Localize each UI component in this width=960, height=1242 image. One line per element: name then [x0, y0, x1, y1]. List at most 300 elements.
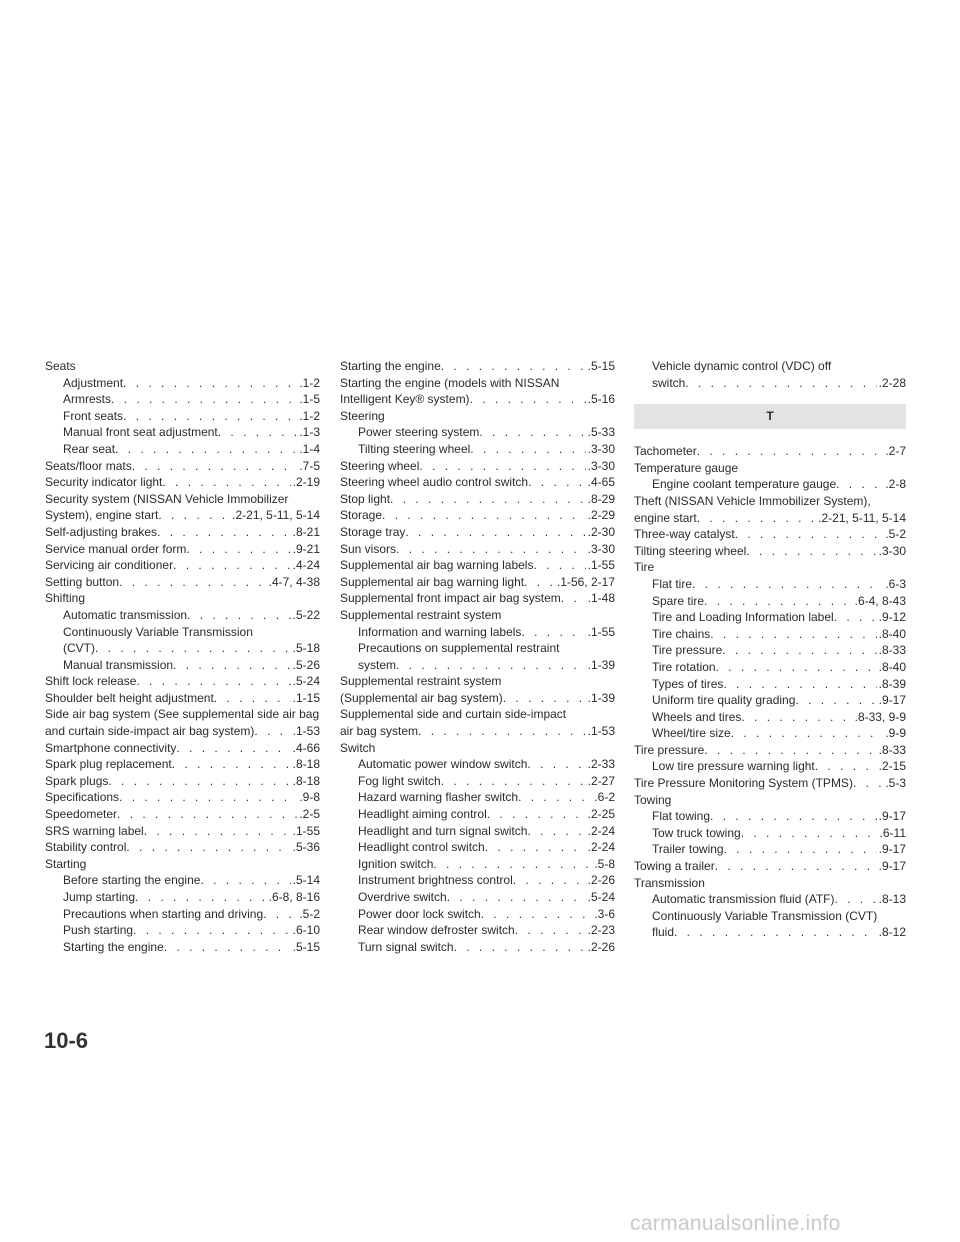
index-entry-term: Jump starting: [63, 890, 136, 904]
index-entry-pages: .8-13: [878, 892, 906, 907]
index-entry-pages: .2-33: [587, 757, 615, 772]
dot-leader: [454, 939, 586, 956]
index-entry-term: Seats/floor mats: [45, 458, 132, 473]
index-entry-pages: .2-29: [587, 508, 615, 523]
dot-leader: [470, 391, 586, 408]
dot-leader: [741, 825, 878, 842]
dot-leader: [176, 740, 290, 757]
index-entry-pages: .6-4, 8-43: [854, 593, 906, 608]
dot-leader: [396, 657, 586, 674]
dot-leader: [123, 408, 297, 425]
dot-leader: [528, 474, 586, 491]
dot-leader: [715, 858, 877, 875]
index-entry-term: Ignition switch: [358, 856, 434, 871]
index-entry-pages: .5-8: [594, 856, 615, 871]
index-entry: [340, 541, 615, 558]
index-entry: [634, 725, 906, 742]
dot-leader: [741, 709, 852, 726]
index-entry: [45, 574, 320, 591]
index-entry-pages: .5-3: [885, 776, 906, 791]
index-column-3-top: [634, 358, 906, 391]
index-entry-pages: .2-26: [587, 939, 615, 954]
index-entry-term: fluid: [652, 925, 675, 940]
dot-leader: [418, 723, 586, 740]
index-entry-term: Types of tires: [652, 676, 724, 691]
dot-leader: [527, 756, 585, 773]
watermark: carmanualsonline.info: [630, 1212, 841, 1235]
dot-leader: [390, 491, 586, 508]
dot-leader: [470, 441, 585, 458]
dot-leader: [405, 524, 585, 541]
index-entry-term: Tire pressure: [634, 742, 705, 757]
index-entry-pages: .5-15: [587, 359, 615, 373]
dot-leader: [674, 924, 877, 941]
index-entry-pages: .2-8: [885, 477, 906, 492]
index-entry-term: Instrument brightness control: [358, 873, 513, 888]
dot-leader: [119, 574, 267, 591]
dot-leader: [735, 526, 884, 543]
index-entry-pages: .1-3: [299, 425, 320, 440]
index-entry-pages: .1-39: [587, 690, 615, 705]
index-entry: [634, 443, 906, 460]
index-entry-pages: .1-39: [587, 657, 615, 672]
index-entry-term: Shoulder belt height adjustment: [45, 690, 214, 705]
dot-leader: [853, 775, 883, 792]
dot-leader: [441, 358, 586, 375]
index-entry-term: Tire and Loading Information label: [652, 610, 834, 625]
dot-leader: [692, 576, 883, 593]
dot-leader: [724, 841, 877, 858]
dot-leader: [697, 510, 816, 527]
index-entry-term: Supplemental air bag warning labels: [340, 558, 534, 573]
index-entry: Continuously Variable Transmission (CVT): [652, 908, 878, 923]
index-entry: [45, 673, 320, 690]
index-entry: [340, 474, 615, 491]
index-entry-pages: .8-40: [878, 626, 906, 641]
index-entry-pages: .9-17: [878, 809, 906, 824]
index-entry-term: Self-adjusting brakes: [45, 524, 158, 539]
dot-leader: [214, 690, 291, 707]
index-entry: [45, 607, 320, 624]
index-entry: Transmission: [634, 875, 705, 890]
index-entry-pages: .1-53: [292, 724, 320, 739]
dot-leader: [710, 626, 876, 643]
index-entry: Towing: [634, 792, 672, 807]
index-entry-term: Before starting the engine: [63, 873, 201, 888]
index-entry: [45, 640, 320, 657]
index-entry-pages: .8-33, 9-9: [854, 709, 906, 724]
index-entry-term: Automatic transmission fluid (ATF): [652, 892, 835, 907]
index-entry: [634, 758, 906, 775]
index-entry: Temperature gauge: [634, 460, 739, 475]
dot-leader: [515, 922, 586, 939]
index-entry-pages: .5-22: [292, 607, 320, 622]
index-entry: [340, 507, 615, 524]
index-entry: [45, 756, 320, 773]
index-entry: [340, 391, 615, 408]
index-entry: [634, 924, 906, 941]
dot-leader: [441, 773, 586, 790]
index-entry-pages: .8-21: [292, 524, 320, 539]
index-entry: [340, 889, 615, 906]
dot-leader: [173, 557, 291, 574]
index-entry-pages: .6-3: [885, 576, 906, 591]
index-entry-pages: .9-8: [299, 790, 320, 805]
dot-leader: [419, 458, 585, 475]
dot-leader: [187, 607, 291, 624]
index-entry-term: Spark plugs: [45, 773, 109, 788]
index-entry-term: Flat towing: [652, 809, 711, 824]
index-entry-pages: .9-17: [878, 842, 906, 857]
index-entry: [45, 939, 320, 956]
index-entry-term: Front seats: [63, 408, 124, 423]
index-entry-pages: .6-8, 8-16: [268, 890, 320, 904]
index-entry-pages: .8-18: [292, 773, 320, 788]
index-entry: [45, 424, 320, 441]
index-entry-term: Fog light switch: [358, 773, 441, 788]
index-entry-pages: .2-23: [587, 923, 615, 938]
index-entry-pages: .9-12: [878, 610, 906, 625]
dot-leader: [836, 476, 883, 493]
index-entry-term: Smartphone connectivity: [45, 740, 177, 755]
index-entry-term: Tilting steering wheel: [358, 441, 471, 456]
index-entry-term: Low tire pressure warning light: [652, 759, 815, 774]
index-entry-pages: .9-9: [885, 726, 906, 741]
dot-leader: [115, 441, 297, 458]
index-entry-term: Headlight control switch: [358, 840, 485, 855]
index-entry-term: Turn signal switch: [358, 939, 454, 954]
index-entry-pages: .9-21: [292, 541, 320, 556]
index-entry-term: Spare tire: [652, 593, 705, 608]
index-entry-pages: .1-56, 2-17: [556, 574, 615, 589]
dot-leader: [722, 642, 876, 659]
index-entry-pages: .1-2: [299, 375, 320, 390]
index-entry-pages: .3-30: [878, 543, 906, 558]
dot-leader: [382, 507, 586, 524]
dot-leader: [164, 939, 291, 956]
index-entry: [340, 424, 615, 441]
index-entry-term: system: [358, 657, 397, 672]
index-entry: [45, 823, 320, 840]
dot-leader: [487, 806, 586, 823]
index-entry-term: Uniform tire quality grading: [652, 693, 796, 708]
index-entry-term: Stability control: [45, 840, 127, 855]
dot-leader: [481, 906, 593, 923]
index-entry-pages: .2-27: [587, 773, 615, 788]
dot-leader: [396, 541, 586, 558]
dot-leader: [710, 808, 877, 825]
section-header-t: T: [634, 404, 906, 429]
index-entry: Supplemental side and curtain side-impact: [340, 707, 567, 722]
index-entry-term: Hazard warning flasher switch: [358, 790, 519, 805]
index-entry: [634, 626, 906, 643]
index-entry-term: Automatic power window switch: [358, 757, 528, 772]
index-entry-term: Precautions when starting and driving: [63, 906, 264, 921]
index-column-2: [340, 358, 615, 955]
index-entry: [634, 775, 906, 792]
index-entry-pages: .5-33: [587, 425, 615, 440]
index-entry: [45, 458, 320, 475]
index-entry: [45, 391, 320, 408]
index-entry-pages: .5-36: [292, 840, 320, 855]
index-entry-pages: .2-24: [587, 840, 615, 855]
index-entry: Security system (NISSAN Vehicle Immobilizer: [45, 491, 289, 506]
index-entry: [634, 841, 906, 858]
dot-leader: [524, 574, 555, 591]
index-entry: Steering: [340, 408, 385, 423]
index-entry-pages: .3-30: [587, 458, 615, 473]
index-entry: [340, 773, 615, 790]
index-entry: [340, 922, 615, 939]
index-entry-term: SRS warning label: [45, 823, 144, 838]
index-entry-pages: .7-5: [299, 458, 320, 473]
index-entry-pages: .1-15: [292, 690, 320, 705]
index-column-3: [634, 358, 906, 941]
index-entry: [340, 756, 615, 773]
index-entry-pages: .1-5: [299, 392, 320, 407]
index-entry: [340, 789, 615, 806]
dot-leader: [503, 690, 586, 707]
index-entry-pages: .5-26: [292, 657, 320, 672]
index-entry: [340, 906, 615, 923]
index-entry: [340, 856, 615, 873]
index-entry: [634, 742, 906, 759]
index-entry-pages: .3-30: [587, 441, 615, 456]
index-entry-term: Three-way catalyst: [634, 527, 735, 542]
index-entry-term: Armrests: [63, 392, 111, 407]
index-entry: [634, 808, 906, 825]
index-entry-pages: .5-2: [885, 527, 906, 542]
index-entry-term: Information and warning labels: [358, 624, 522, 639]
index-entry-term: Manual transmission: [63, 657, 174, 672]
dot-leader: [111, 391, 297, 408]
index-entry: [340, 872, 615, 889]
index-entry-term: Spark plug replacement: [45, 757, 172, 772]
dot-leader: [533, 557, 585, 574]
index-entry: [634, 891, 906, 908]
index-entry: Vehicle dynamic control (VDC) off: [652, 359, 832, 373]
dot-leader: [527, 823, 585, 840]
index-entry-term: Supplemental front impact air bag system: [340, 591, 561, 606]
index-entry: [340, 723, 615, 740]
index-entry: [634, 692, 906, 709]
index-entry-term: Trailer towing: [652, 842, 724, 857]
index-entry-term: Engine coolant temperature gauge: [652, 477, 837, 492]
index-entry: [634, 676, 906, 693]
index-entry: [634, 526, 906, 543]
index-entry-pages: .5-15: [292, 939, 320, 954]
index-entry-term: Sun visors: [340, 541, 397, 556]
dot-leader: [172, 756, 291, 773]
dot-leader: [200, 872, 290, 889]
index-entry: [634, 576, 906, 593]
index-entry-pages: .8-12: [878, 925, 906, 940]
index-entry-term: System), engine start: [45, 508, 159, 523]
index-entry-term: Manual front seat adjustment: [63, 425, 218, 440]
dot-leader: [835, 891, 877, 908]
index-entry: [45, 657, 320, 674]
index-entry-pages: .1-2: [299, 408, 320, 423]
index-entry-term: Wheels and tires: [652, 709, 742, 724]
index-entry-pages: .4-24: [292, 558, 320, 573]
index-entry-pages: .8-33: [878, 643, 906, 658]
dot-leader: [704, 742, 876, 759]
index-entry-pages: .2-21, 5-11, 5-14: [818, 510, 906, 525]
index-entry-pages: .6-10: [292, 923, 320, 938]
index-entry: [340, 458, 615, 475]
index-entry: [340, 839, 615, 856]
index-entry-pages: .1-55: [587, 624, 615, 639]
index-entry-pages: .8-29: [587, 491, 615, 506]
index-entry-term: Tachometer: [634, 444, 697, 459]
index-entry-term: Shift lock release: [45, 674, 137, 689]
index-entry: Supplemental restraint system: [340, 674, 502, 689]
index-entry-pages: .3-6: [594, 906, 615, 921]
index-entry-term: Service manual order form: [45, 541, 187, 556]
index-entry: [340, 557, 615, 574]
index-entry-term: Rear seat: [63, 441, 116, 456]
index-entry: Supplemental restraint system: [340, 607, 502, 622]
page-number: 10-6: [44, 1028, 89, 1053]
index-entry-pages: .2-28: [878, 375, 906, 390]
index-entry: [45, 723, 320, 740]
dot-leader: [254, 723, 290, 740]
index-entry: [45, 690, 320, 707]
index-entry-term: switch: [652, 375, 686, 390]
index-entry-pages: .5-14: [292, 873, 320, 888]
index-entry: [45, 474, 320, 491]
index-entry-term: Supplemental air bag warning light: [340, 574, 525, 589]
index-entry-term: (CVT): [63, 641, 95, 656]
index-entry-pages: .9-17: [878, 693, 906, 708]
index-entry-pages: .1-48: [587, 591, 615, 606]
index-entry-term: Adjustment: [63, 375, 124, 390]
index-entry-term: Push starting: [63, 923, 134, 938]
index-entry-term: Stop light: [340, 491, 391, 506]
index-entry-term: Intelligent Key® system): [340, 392, 470, 407]
dot-leader: [263, 906, 297, 923]
index-entry-term: Tilting steering wheel: [634, 543, 747, 558]
dot-leader: [433, 856, 592, 873]
index-entry-term: Specifications: [45, 790, 120, 805]
index-entry: [340, 574, 615, 591]
dot-leader: [697, 443, 884, 460]
index-entry: [45, 806, 320, 823]
index-entry-term: Tire chains: [652, 626, 711, 641]
dot-leader: [158, 507, 230, 524]
index-entry: [634, 709, 906, 726]
index-entry-pages: .2-7: [885, 444, 906, 459]
index-entry-pages: .2-5: [299, 807, 320, 822]
index-entry: [45, 375, 320, 392]
index-entry-term: Steering wheel: [340, 458, 420, 473]
dot-leader: [135, 889, 267, 906]
dot-leader: [815, 758, 877, 775]
index-entry-pages: .5-24: [587, 890, 615, 904]
dot-leader: [186, 541, 290, 558]
index-entry: [340, 441, 615, 458]
index-entry: Precautions on supplemental restraint: [358, 641, 560, 656]
index-entry-term: Automatic transmission: [63, 607, 188, 622]
index-entry-term: Setting button: [45, 574, 120, 589]
index-entry: Starting the engine (models with NISSAN: [340, 375, 560, 390]
index-entry: [340, 590, 615, 607]
index-entry-term: engine start: [634, 510, 697, 525]
index-entry: [634, 609, 906, 626]
index-entry-pages: .2-21, 5-11, 5-14: [232, 508, 320, 523]
dot-leader: [162, 474, 290, 491]
index-entry-term: Tire Pressure Monitoring System (TPMS): [634, 776, 853, 791]
index-entry-pages: .4-7, 4-38: [268, 574, 320, 589]
index-entry-pages: .2-24: [587, 823, 615, 838]
index-entry-term: Power steering system: [358, 425, 480, 440]
index-entry: [634, 858, 906, 875]
index-entry: Shifting: [45, 591, 86, 606]
index-entry-pages: .3-30: [587, 541, 615, 556]
index-entry-term: Steering wheel audio control switch: [340, 475, 529, 490]
dot-leader: [716, 659, 877, 676]
index-entry: Seats: [45, 359, 76, 373]
dot-leader: [513, 872, 586, 889]
index-entry: [45, 872, 320, 889]
index-entry: Continuously Variable Transmission: [63, 624, 253, 639]
index-entry-term: Flat tire: [652, 576, 693, 591]
dot-leader: [479, 424, 585, 441]
index-entry-pages: .1-55: [292, 823, 320, 838]
index-column-3-bottom: [634, 443, 906, 941]
index-entry: [340, 690, 615, 707]
index-entry-term: Towing a trailer: [634, 859, 715, 874]
index-entry: [340, 491, 615, 508]
index-entry: [634, 510, 906, 527]
index-entry-term: Headlight aiming control: [358, 807, 487, 822]
index-entry: [340, 657, 615, 674]
dot-leader: [518, 789, 592, 806]
dot-leader: [561, 590, 586, 607]
dot-leader: [685, 375, 876, 392]
dot-leader: [123, 375, 297, 392]
index-entry: [45, 889, 320, 906]
dot-leader: [117, 806, 297, 823]
dot-leader: [95, 640, 291, 657]
dot-leader: [731, 725, 884, 742]
index-entry-term: and curtain side-impact air bag system): [45, 724, 255, 739]
dot-leader: [723, 676, 876, 693]
index-entry-pages: .5-16: [587, 392, 615, 407]
index-entry-term: Storage: [340, 508, 383, 523]
index-entry-pages: .8-39: [878, 676, 906, 691]
index-entry-pages: .6-11: [879, 825, 906, 840]
index-entry: Switch: [340, 740, 376, 755]
index-entry: [340, 624, 615, 641]
index-entry-term: Starting the engine: [340, 359, 441, 373]
index-entry-pages: .1-4: [299, 441, 320, 456]
dot-leader: [126, 839, 290, 856]
dot-leader: [173, 657, 291, 674]
index-entry: [634, 593, 906, 610]
index-entry-pages: .5-24: [292, 674, 320, 689]
index-entry: [45, 740, 320, 757]
index-entry-pages: .1-53: [587, 724, 615, 739]
index-entry: [634, 825, 906, 842]
index-entry-term: Wheel/tire size: [652, 726, 731, 741]
index-entry: [634, 659, 906, 676]
index-entry: Side air bag system (See supplemental side air bag: [45, 707, 320, 722]
index-entry: [45, 507, 320, 524]
index-entry-term: Storage tray: [340, 524, 406, 539]
dot-leader: [144, 823, 291, 840]
index-entry: [634, 543, 906, 560]
